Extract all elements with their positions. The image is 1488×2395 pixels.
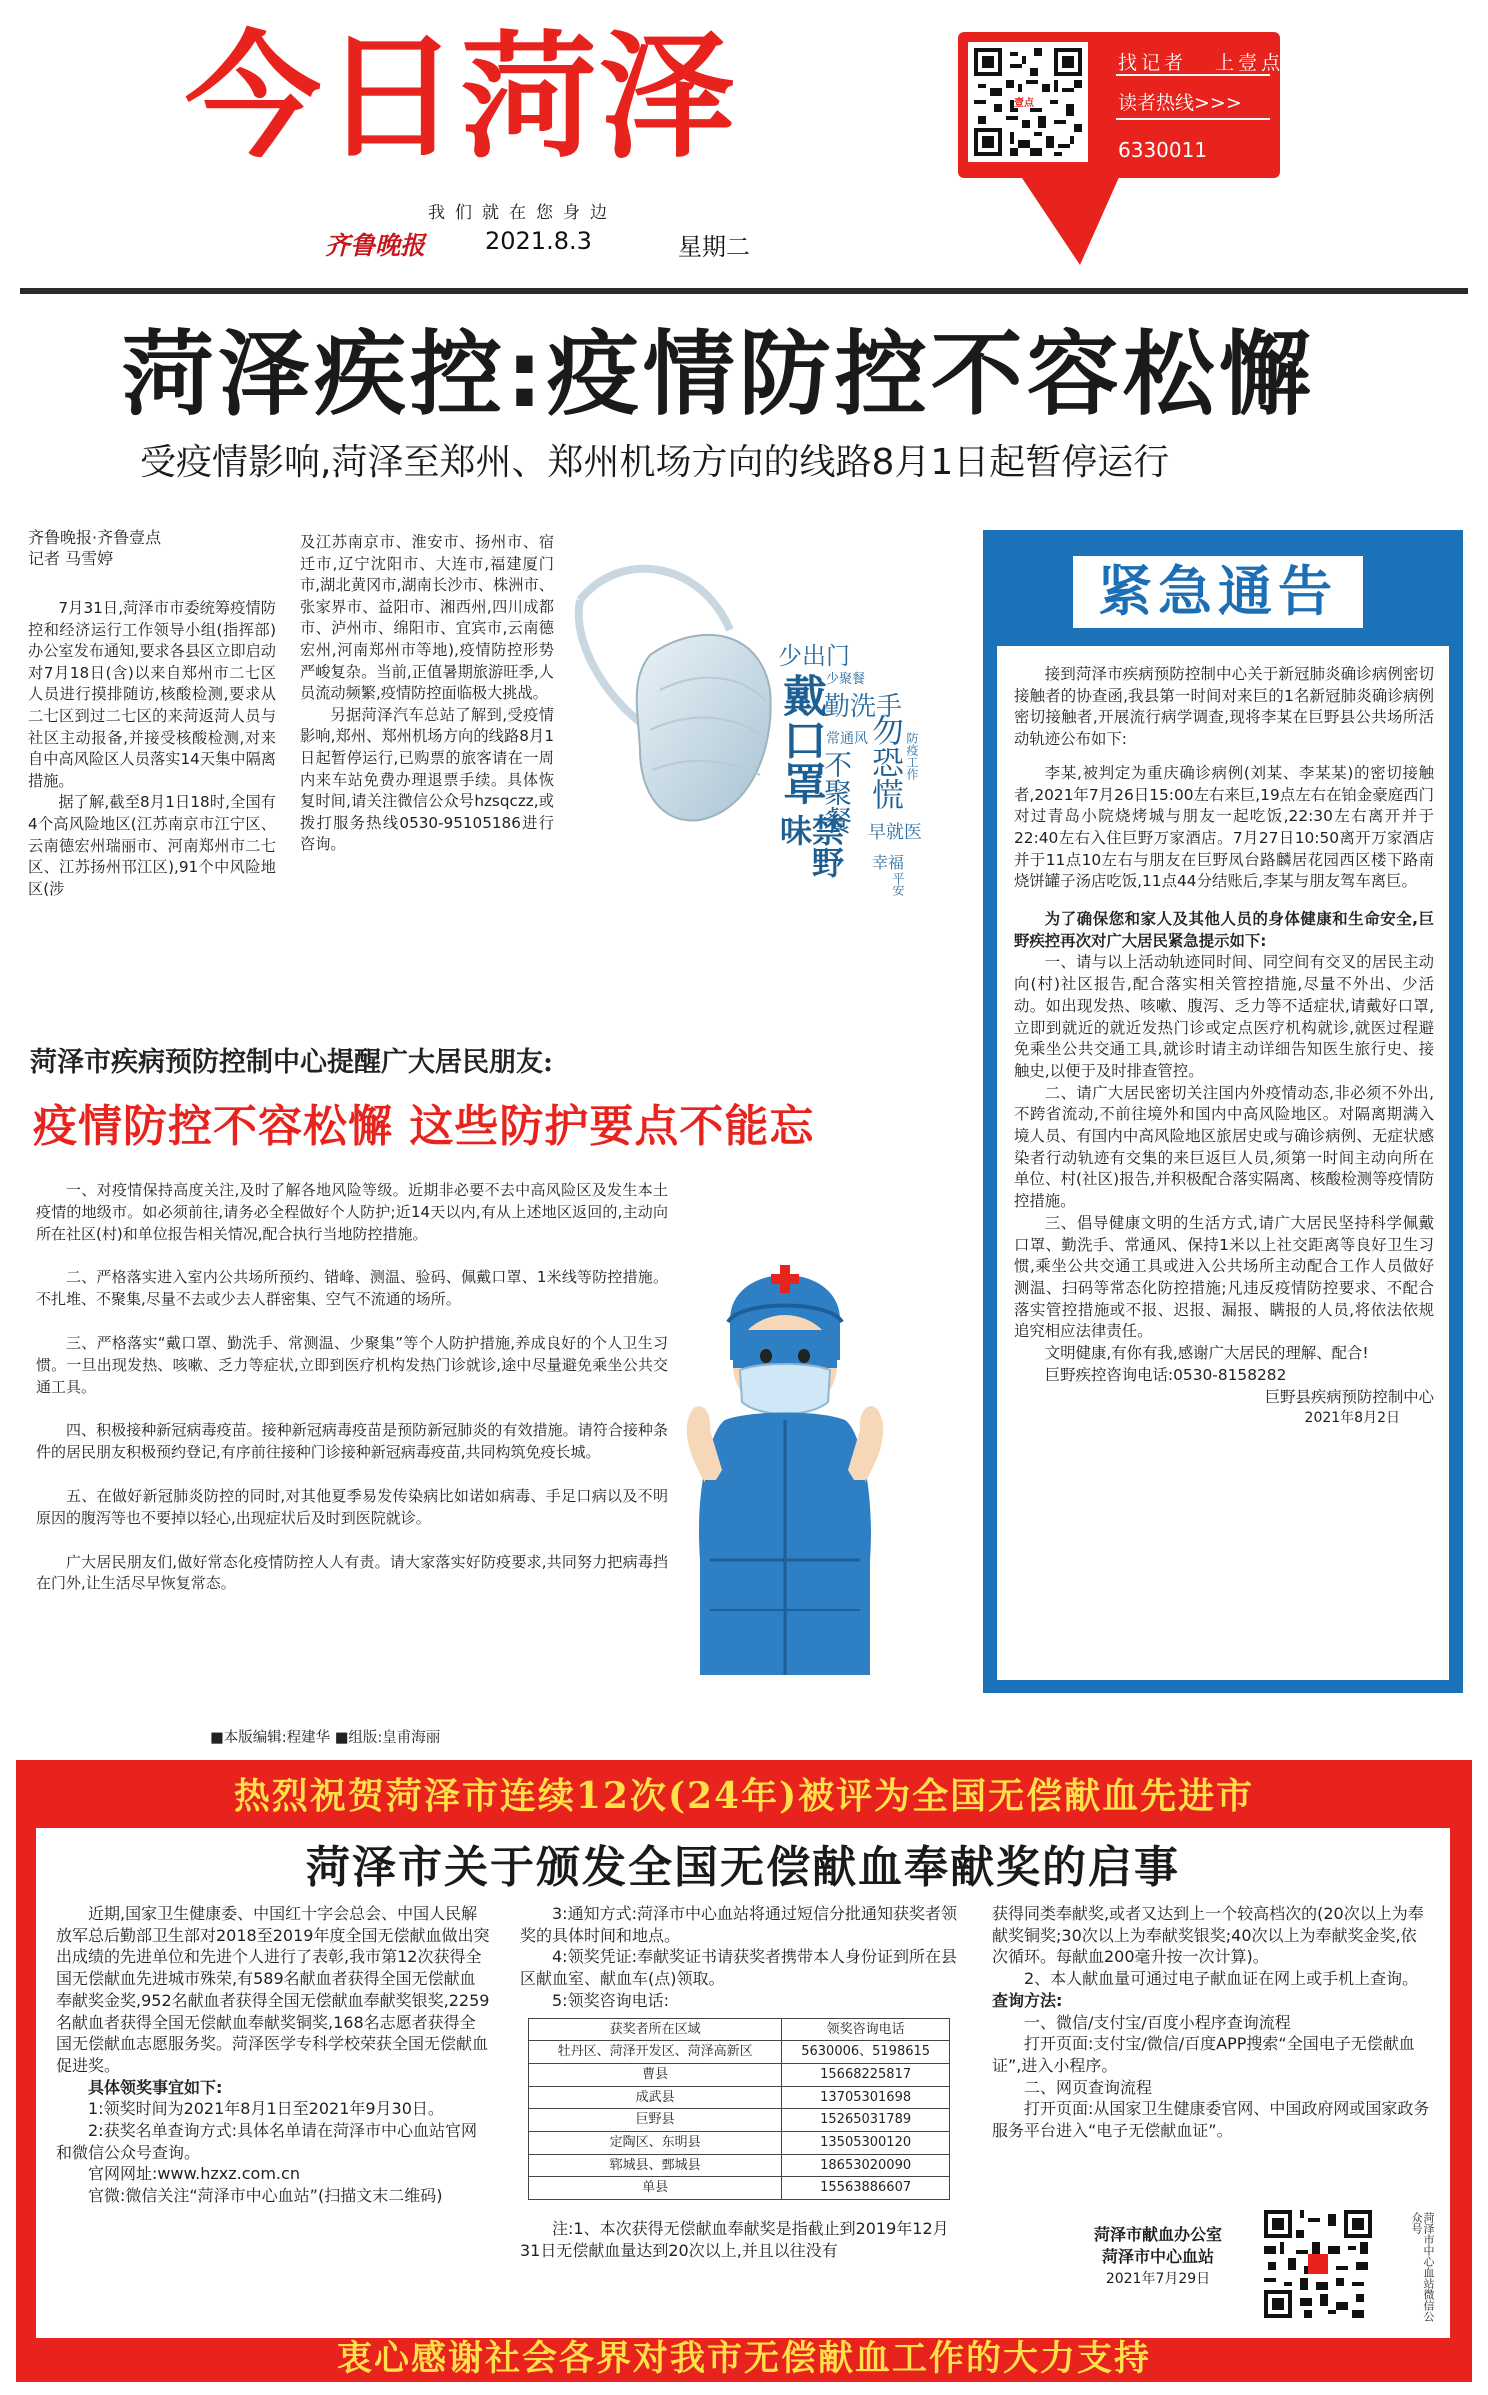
blood-wechat: 官微:微信关注“菏泽市中心血站”(扫描文末二维码) [88, 2186, 443, 2206]
urgent-paragraph-bold: 为了确保您和家人及其他人员的身体健康和生命安全,巨野疾控再次对广大居民紧急提示如下: [1014, 910, 1434, 950]
signature-line: 菏泽市献血办公室 [1093, 2225, 1222, 2244]
mask-word: 早就医 [868, 822, 922, 843]
blood-signature [1058, 2224, 1258, 2290]
masthead-rule [20, 288, 1468, 294]
blood-column-2 [520, 1903, 960, 2262]
blood-paragraph: 4:领奖凭证:奉献奖证书请获奖者携带本人身份证到所在县区献血室、献血车(点)领取。 [520, 1947, 957, 1989]
mask-word: 勤洗手 [824, 692, 903, 722]
table-header-cell: 获奖者所在区域 [529, 2018, 782, 2041]
urgent-contact: 巨野疾控咨询电话:0530-8158282 [1044, 1365, 1287, 1384]
table-cell: 13705301698 [782, 2086, 950, 2109]
signature-date: 2021年7月29日 [1105, 2271, 1211, 2287]
blood-center-qr-code[interactable] [1264, 2210, 1372, 2318]
masthead-logo: 今日菏泽 [185, 19, 737, 177]
table-cell: 成武县 [529, 2086, 782, 2109]
blood-website: 官网网址:www.hzxz.com.cn [88, 2164, 300, 2184]
table-cell: 曹县 [529, 2063, 782, 2086]
blood-paragraph: 一、微信/支付宝/百度小程序查询流程 [1024, 2012, 1291, 2032]
table-cell: 13505300120 [782, 2132, 950, 2155]
urgent-date: 2021年8月2日 [1304, 1410, 1400, 1427]
reminder-point: 二、严格落实进入室内公共场所预约、错峰、测温、验码、佩戴口罩、1米线等防控措施。不扎堆、不聚集,尽量不去或少去人群密集、空气不流通的场所。 [36, 1268, 668, 1309]
blood-paragraph: 5:领奖咨询电话: [552, 1990, 669, 2010]
blood-paragraph: 2:获奖名单查询方式:具体名单请在菏泽市中心血站官网和微信公众号查询。 [56, 2121, 477, 2162]
reminder-point: 三、严格落实“戴口罩、勤洗手、常测温、少聚集”等个人防护措施,养成良好的个人卫生习惯。一旦出现发热、咳嗽、乏力等症状,立即到医疗机构发热门诊就诊,途中尽量避免乘坐公共交通工具。 [36, 1333, 668, 1396]
blood-paragraph: 打开页面:从国家卫生健康委官网、中国政府网或国家政务服务平台进入“电子无偿献血证”。 [992, 2099, 1430, 2141]
blood-notice-title: 菏泽市关于颁发全国无偿献血奉献奖的启事 [306, 1842, 1180, 1893]
hotline-divider [1116, 74, 1270, 76]
table-header-cell: 领奖咨询电话 [782, 2018, 950, 2041]
masthead-slogan: 我们就在您身边 [428, 203, 617, 223]
table-cell: 单县 [529, 2177, 782, 2200]
qr-caption: 壹点 [1014, 98, 1034, 109]
table-row [529, 2132, 950, 2155]
urgent-paragraph: 李某,被判定为重庆确诊病例(刘某、李某某)的密切接触者,2021年7月26日15:00左右来巨,19点左右在铂金豪庭西门对过青岛小院烧烤城与朋友一起吃饭,22:30左右离开并于22:40左右入住巨野万家酒店。7月27日10:50离开万家酒店并于11点10左右与朋友在巨野凤台路麟居花园西区楼下路南烧饼罐子汤店吃饭,11点44分结账后,李某与朋友驾车离巨。 [1014, 763, 1434, 891]
qr-code-caption: 菏泽市中心血站微信公众号 [1410, 2212, 1435, 2322]
table-cell: 巨野县 [529, 2109, 782, 2132]
signature-line: 菏泽市中心血站 [1101, 2247, 1214, 2266]
issue-date: 2021.8.3 [485, 227, 592, 255]
issue-weekday: 星期二 [678, 233, 750, 261]
urgent-notice-text [1014, 664, 1434, 1430]
reminder-point: 一、对疫情保持高度关注,及时了解各地风险等级。近期非必要不去中高风险区及发生本土疫情的地级市。如必须前往,请务必全程做好个人防护;近14天以内,有从上述地区返回的,主动向所在社区(村)和单位报告相关情况,配合执行当地防控措施。 [36, 1181, 668, 1243]
table-cell: 郓城县、鄄城县 [529, 2154, 782, 2177]
table-cell: 15668225817 [782, 2063, 950, 2086]
mask-word: 勿恐慌 [867, 714, 905, 810]
urgent-paragraph: 接到菏泽市疾病预防控制中心关于新冠肺炎确诊病例密切接触者的协查函,我县第一时间对来巨的1名新冠肺炎确诊病例密切接触者,开展流行病学调查,现将李某在巨野县公共场所活动轨迹公布如下: [1014, 665, 1434, 749]
table-cell: 15563886607 [782, 2177, 950, 2200]
blood-column-1 [56, 1903, 490, 2207]
medical-worker-illustration [670, 1230, 900, 1690]
find-reporter-label [1118, 48, 1284, 75]
page-headline: 菏泽疾控:疫情防控不容松懈 [122, 321, 1315, 428]
masthead-red-pointer [1020, 175, 1120, 265]
mask-word: 平安 [891, 872, 905, 896]
table-cell: 5630006、5198615 [782, 2041, 950, 2064]
page-credits: ■本版编辑:程建华 ■组版:皇甫海丽 [210, 1730, 441, 1746]
mask-word: 少聚餐 [826, 672, 866, 687]
byline [28, 527, 161, 569]
article-paragraph: 据了解,截至8月1日18时,全国有4个高风险地区(江苏南京市江宁区、云南德宏州瑞丽市、河南郑州市二七区、江苏扬州邗江区),91个中风险地区(涉 [28, 793, 276, 898]
hotline-label: 读者热线>>> [1118, 92, 1242, 114]
partner-logo: 齐鲁晚报 [325, 231, 426, 260]
mask-word-cloud [775, 628, 928, 908]
contact-phone-table [528, 2018, 950, 2201]
blood-subhead: 查询方法: [992, 1990, 1063, 2010]
hotline-divider-2 [1116, 118, 1270, 120]
cdc-reminder-title: 疫情防控不容松懈 这些防护要点不能忘 [33, 1101, 815, 1152]
reminder-point: 五、在做好新冠肺炎防控的同时,对其他夏季易发传染病比如诺如病毒、手足口病以及不明原因的腹泻等也不要掉以轻心,出现症状后及时到医院就诊。 [36, 1486, 668, 1527]
table-row [529, 2086, 950, 2109]
mask-word: 戴口罩 [775, 673, 826, 805]
banner-top-slogan: 热烈祝贺菏泽市连续12次(24年)被评为全国无偿献血先进市 [233, 1775, 1255, 1817]
table-cell: 18653020090 [782, 2154, 950, 2177]
byline-reporter: 记者 马雪婷 [28, 549, 114, 568]
urgent-paragraph: 三、倡导健康文明的生活方式,请广大居民坚持科学佩戴口罩、勤洗手、常通风、保持1米以上社交距离等良好卫生习惯,乘坐公共交通工具或进入公共场所主动配合工作人员做好测温、扫码等常态化防控措施;凡违反疫情防控要求、不配合落实管控措施或不报、迟报、漏报、瞒报的人员,将依法依规追究相应法律责任。 [1014, 1213, 1434, 1341]
article-paragraph: 7月31日,菏泽市市委统筹疫情防控和经济运行工作领导小组(指挥部)办公室发布通知,要求各县区立即启动对7月18日(含)以来自郑州市二七区人员进行摸排随访,核酸检测,要求从二七区到过二七区的来菏返菏人员与社区主动报备,并接受核酸检测,对来自中高风险区人员落实14天集中隔离措施。 [28, 599, 276, 790]
blood-paragraph: 近期,国家卫生健康委、中国红十字会总会、中国人民解放军总后勤部卫生部对2018至2019年度全国无偿献血做出突出成绩的先进单位和先进个人进行了表彰,我市第12次获得全国无偿献血先进城市殊荣,有589名献血者获得全国无偿献血奉献奖金奖,952名献血者获得全国无偿献血奉献奖银奖,2259名献血者获得全国无偿献血奉献奖铜奖,168名志愿者获得全国无偿献血志愿服务奖。菏泽医学专科学校荣获全国无偿献血促进奖。 [56, 1904, 490, 2075]
cdc-reminder-intro: 菏泽市疾病预防控制中心提醒广大居民朋友: [30, 1047, 553, 1078]
blood-paragraph: 打开页面:支付宝/微信/百度APP搜索“全国电子无偿献血证”,进入小程序。 [992, 2034, 1415, 2075]
mask-word: 幸福 [872, 853, 905, 872]
mask-word: 少出门 [778, 642, 850, 670]
banner-bottom-slogan: 衷心感谢社会各界对我市无偿献血工作的大力支持 [336, 2338, 1151, 2379]
table-cell: 定陶区、东明县 [529, 2132, 782, 2155]
hotline-number: 6330011 [1118, 138, 1208, 162]
urgent-title: 紧急通告 [1098, 560, 1338, 623]
blood-paragraph: 2、本人献血量可通过电子献血证在网上或手机上查询。 [1024, 1969, 1419, 1989]
blood-note: 注:1、本次获得无偿献血奉献奖是指截止到2019年12月31日无偿献血量达到20次以上,并且以往没有 [520, 2219, 949, 2260]
article-column-2 [300, 532, 554, 856]
mask-word: 防疫工作 [905, 732, 919, 780]
mask-word: 不聚餐 [820, 750, 853, 834]
blood-column-3 [992, 1903, 1430, 2142]
table-row [529, 2109, 950, 2132]
page-subhead: 受疫情影响,菏泽至郑州、郑州机场方向的线路8月1日起暂停运行 [140, 442, 1170, 483]
reminder-closing: 广大居民朋友们,做好常态化疫情防控人人有责。请大家落实好防疫要求,共同努力把病毒挡在门外,让生活尽早恢复常态。 [36, 1552, 668, 1593]
qr-code-icon [1264, 2210, 1372, 2318]
find-reporter-text: 找记者 [1118, 52, 1188, 74]
blood-paragraph: 1:领奖时间为2021年8月1日至2021年9月30日。 [88, 2099, 444, 2119]
blood-paragraph: 获得同类奉献奖,或者又达到上一个较高档次的(20次以上为奉献奖铜奖;30次以上为奉献奖银奖;40次以上为奉献奖金奖,依次循环。每献血200毫升按一次计算)。 [992, 1904, 1424, 1967]
table-cell: 牡丹区、菏泽开发区、菏泽高新区 [529, 2041, 782, 2064]
article-paragraph: 及江苏南京市、淮安市、扬州市、宿迁市,辽宁沈阳市、大连市,福建厦门市,湖北黄冈市,湖南长沙市、株洲市、张家界市、益阳市、湘西州,四川成都市、泸州市、绵阳市、宜宾市,云南德宏州,河南郑州市等地),疫情防控形势严峻复杂。当前,正值暑期旅游旺季,人员流动频繁,疫情防控面临极大挑战。 [300, 533, 554, 703]
table-row [529, 2063, 950, 2086]
app-name: 上壹点 [1215, 52, 1285, 74]
mask-word: 常通风 [826, 731, 868, 747]
table-cell: 15265031789 [782, 2109, 950, 2132]
table-row [529, 2041, 950, 2064]
mask-word: 禁野味 [775, 814, 845, 878]
table-header-row [529, 2018, 950, 2041]
table-row [529, 2154, 950, 2177]
byline-source: 齐鲁晚报·齐鲁壹点 [28, 528, 162, 547]
article-column-1 [28, 598, 276, 900]
blood-paragraph: 二、网页查询流程 [1024, 2077, 1153, 2097]
blood-paragraph: 3:通知方式:菏泽市中心血站将通过短信分批通知获奖者领奖的具体时间和地点。 [520, 1904, 957, 1945]
masthead-qr-code[interactable] [968, 42, 1088, 162]
urgent-paragraph: 一、请与以上活动轨迹同时间、同空间有交叉的居民主动向(村)社区报告,配合落实相关管控措施,尽量不外出、少活动。如出现发热、咳嗽、腹泻、乏力等不适症状,请戴好口罩,立即到就近的就近发热门诊或定点医疗机构就诊,就医过程避免乘坐公共交通工具,就诊时请主动详细告知医生旅行史、接触史,以便于及时排查管控。 [1014, 953, 1434, 1080]
urgent-org: 巨野县疾病预防控制中心 [1264, 1387, 1434, 1406]
blood-subhead: 具体领奖事宜如下: [88, 2077, 223, 2097]
table-row [529, 2177, 950, 2200]
cdc-reminder-points [36, 1180, 668, 1595]
reminder-point: 四、积极接种新冠病毒疫苗。接种新冠病毒疫苗是预防新冠肺炎的有效措施。请符合接种条件的居民朋友积极预约登记,有序前往接种门诊接种新冠病毒疫苗,共同构筑免疫长城。 [36, 1421, 668, 1462]
urgent-paragraph: 文明健康,有你有我,感谢广大居民的理解、配合! [1044, 1344, 1369, 1363]
article-paragraph: 另据菏泽汽车总站了解到,受疫情影响,郑州、郑州机场方向的线路8月1日起暂停运行,已购票的旅客请在一周内来车站免费办理退票手续。具体恢复时间,请关注微信公众号hzsqczz,或拨打服务热线0530-95105186进行咨询。 [300, 705, 554, 854]
urgent-paragraph: 二、请广大居民密切关注国内外疫情动态,非必须不外出,不跨省流动,不前往境外和国内中高风险地区。对隔离期满入境人员、有国内中高风险地区旅居史或与确诊病例、无症状感染者行动轨迹有交集的来巨返巨人员,须第一时间主动向所在单位、村(社区)报告,并积极配合落实隔离、核酸检测等疫情防控措施。 [1014, 1083, 1434, 1211]
